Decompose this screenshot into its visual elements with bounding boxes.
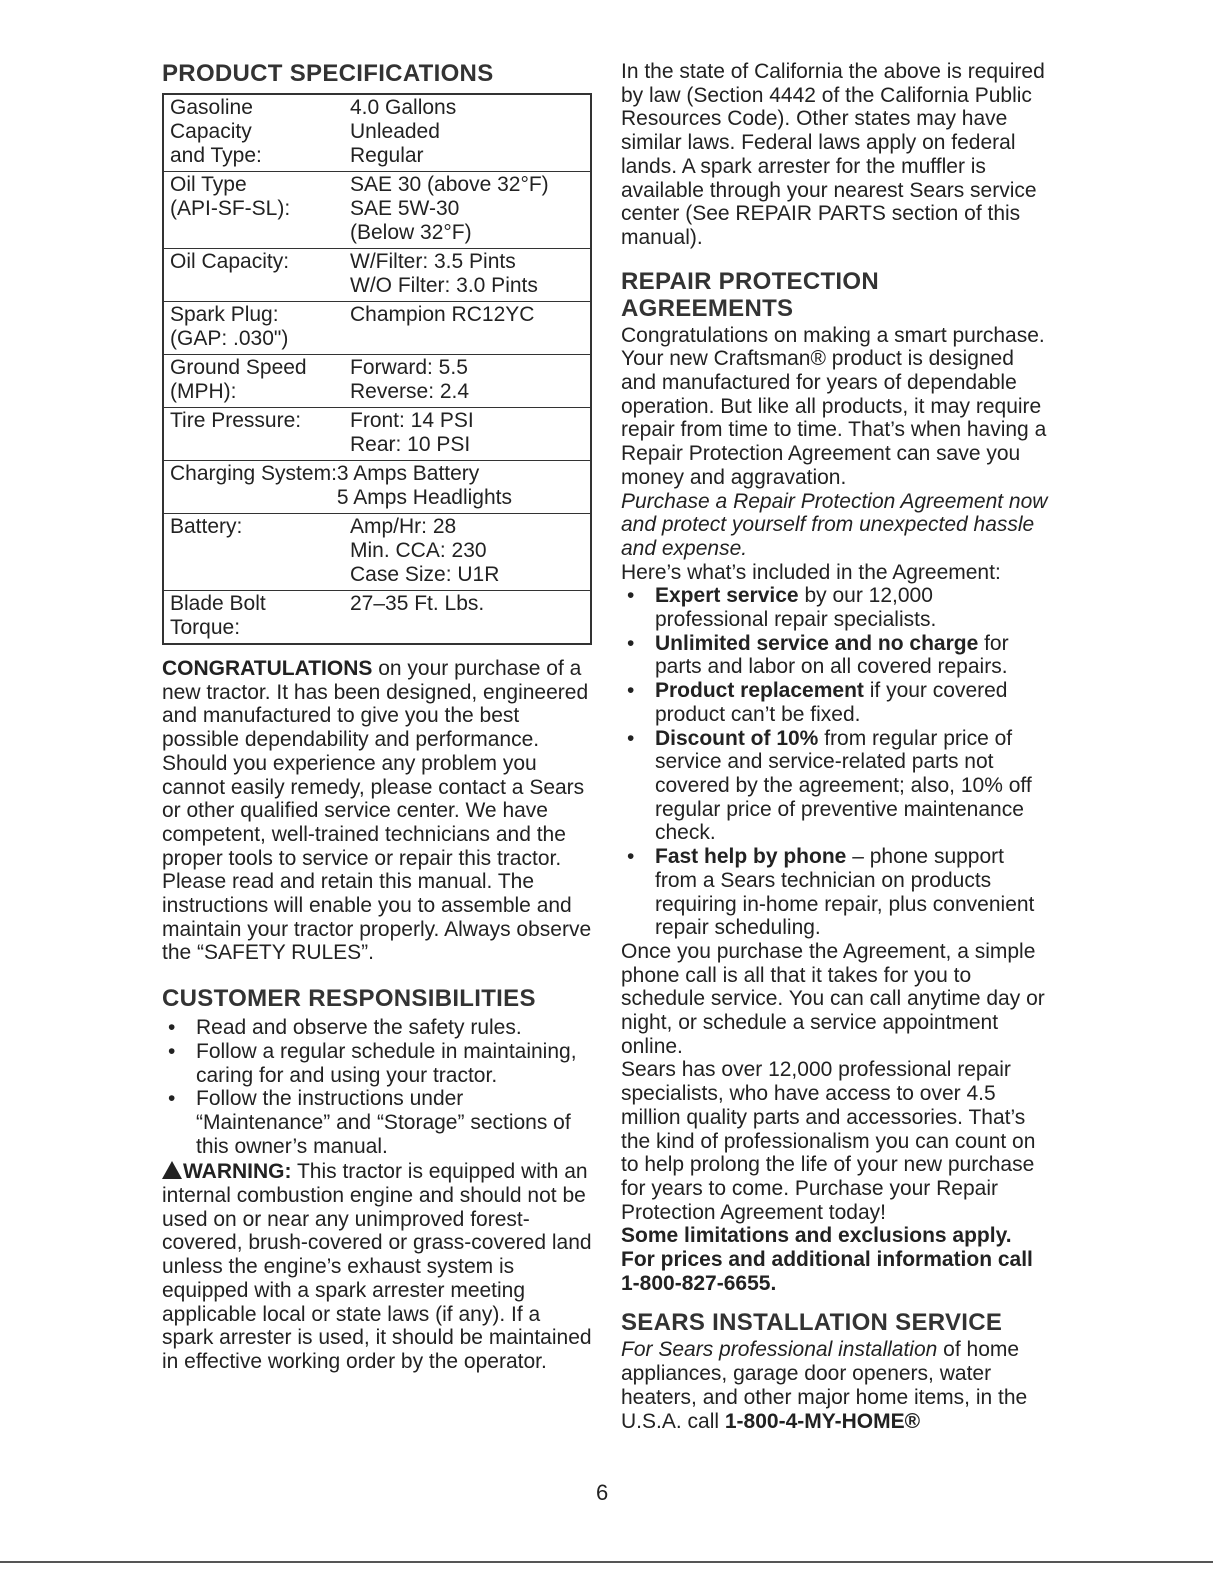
list-item [621, 727, 1051, 846]
spec-value: 4.0 Gallons Unleaded Regular [350, 96, 457, 167]
spec-row [164, 171, 590, 248]
item-text: from regular price of service and service-related parts not covered by the agreement; also, 10% off regular price of preventive maintenance check. [655, 726, 1032, 845]
repair-list [621, 584, 1051, 940]
customer-title: CUSTOMER RESPONSIBILITIES [162, 985, 536, 1013]
spec-value: Amp/Hr: 28 Min. CCA: 230 Case Size: U1R [350, 515, 500, 586]
install-title: SEARS INSTALLATION SERVICE [621, 1309, 1003, 1337]
spec-label: Battery: [170, 515, 243, 538]
bottom-rule [0, 1561, 1213, 1563]
spec-value: 3 Amps Battery 5 Amps Headlights [336, 462, 513, 509]
list-item: • Follow a regular schedule in maintaining, caring for and using your tractor. [162, 1040, 592, 1087]
repair-title: REPAIR PROTECTION AGREEMENTS [621, 267, 880, 322]
item-bold: Fast help by phone [655, 845, 847, 869]
spec-row [164, 590, 590, 643]
spec-value: Front: 14 PSI Rear: 10 PSI [350, 409, 474, 456]
spec-label: Ground Speed (MPH): [170, 356, 307, 403]
list-item: • Read and observe the safety rules. [162, 1016, 592, 1040]
spec-label: Gasoline Capacity and Type: [170, 96, 262, 167]
list-item [621, 584, 1051, 631]
install-italic: For Sears professional installation [621, 1338, 938, 1362]
repair-included: Here’s what’s included in the Agreement: [621, 560, 1001, 584]
problem-paragraph: Should you experience any problem you cannot easily remedy, please contact a Sears or other qualified service center. We have competent, well-trained technicians and the proper tools to service or repair this tractor. [162, 751, 585, 870]
california-paragraph: In the state of California the above is required by law (Section 4442 of the California Public Resources Code). Other states may have similar laws. Federal laws apply on federal lands. A spark arrester for the muffler is available through your nearest Sears service center (See REPAIR PARTS section of this manual). [621, 60, 1045, 249]
once-paragraph: Once you purchase the Agreement, a simple phone call is all that it takes for you to schedule service. You can call anytime day or night, or schedule a service appointment online. [621, 939, 1045, 1058]
spec-value: SAE 30 (above 32°F) SAE 5W-30 (Below 32°F) [350, 173, 549, 244]
spec-value: Champion RC12YC [350, 303, 535, 326]
sears-paragraph: Sears has over 12,000 professional repair specialists, who have access to over 4.5 million quality parts and accessories. That’s the kind of professionalism you can count on to help prolong the life of your new purchase for years to come. Purchase your Repair Protection Agreement today! [621, 1058, 1036, 1224]
warning-label: WARNING: [183, 1160, 292, 1184]
spec-label: Blade Bolt Torque: [170, 592, 266, 639]
spec-row [164, 513, 590, 590]
spec-value: W/Filter: 3.5 Pints W/O Filter: 3.0 Pints [350, 250, 538, 297]
left-column [162, 60, 592, 1374]
item-bold: Unlimited service and no charge [655, 631, 979, 655]
spec-row [164, 407, 590, 460]
retain-paragraph: Please read and retain this manual. The instructions will enable you to assemble and maintain your tractor properly. Always observe the “SAFETY RULES”. [162, 870, 592, 965]
spec-label: Tire Pressure: [170, 409, 302, 432]
spec-value: Forward: 5.5 Reverse: 2.4 [350, 356, 470, 403]
congrats-lead: CONGRATULATIONS [162, 657, 373, 680]
page-number: 6 [596, 1480, 609, 1505]
spec-value: 27–35 Ft. Lbs. [350, 592, 485, 615]
congrats-paragraph [162, 657, 592, 752]
spec-row [164, 248, 590, 301]
install-text: of home appliances, garage door openers, water heaters, and other major home items, in the U.S.A. call [621, 1338, 1028, 1433]
spec-row [164, 301, 590, 354]
install-phone: 1-800-4-MY-HOME® [724, 1409, 921, 1433]
list-item: • Follow the instructions under “Maintenance” and “Storage” sections of this owner’s manual. [162, 1087, 592, 1158]
warning-text: This tractor is equipped with an internal combustion engine and should not be used on or near any unimproved forest-covered, brush-covered or grass-covered land unless the engine’s exhaust system is equipped with a spark arrester meeting applicable local or state laws (if any). If a spark arrester is used, it should be maintained in effective working order by the operator. [162, 1160, 592, 1373]
install-paragraph [621, 1338, 1051, 1433]
repair-intro: Congratulations on making a smart purchase. Your new Craftsman® product is designed and manufactured for years of dependable operation. But like all products, it may require repair from time to time. That’s when having a Repair Protection Agreement can save you money and aggravation. [621, 323, 1047, 489]
list-item [621, 632, 1051, 679]
customer-list [162, 1016, 592, 1158]
item-text: for parts and labor on all covered repairs. [655, 631, 1009, 679]
spec-label: Charging System: [170, 462, 337, 485]
limitations-note: Some limitations and exclusions apply. For prices and additional information call 1-800-827-6655. [621, 1224, 1033, 1295]
spec-label: Oil Capacity: [170, 250, 290, 273]
item-text: by our 12,000 professional repair specialists. [655, 584, 937, 632]
item-bold: Product replacement [655, 679, 864, 703]
congrats-text: on your purchase of a new tractor. It has been designed, engineered and manufactured to give you the best possible dependability and performance. [162, 657, 589, 752]
warning-triangle-icon [162, 1161, 182, 1179]
list-item [621, 679, 1051, 726]
item-bold: Discount of 10% [655, 726, 819, 750]
spec-row [164, 354, 590, 407]
spec-label: Oil Type (API-SF-SL): [170, 173, 291, 220]
specs-title: PRODUCT SPECIFICATIONS [162, 60, 494, 87]
spec-label: Spark Plug: (GAP: .030") [170, 303, 289, 350]
list-item [621, 845, 1051, 940]
spec-row [164, 460, 590, 513]
specs-table [162, 93, 592, 645]
repair-italic: Purchase a Repair Protection Agreement now and protect yourself from unexpected hassle and expense. [621, 489, 1048, 560]
item-bold: Expert service [655, 584, 799, 608]
spec-row [164, 95, 590, 171]
item-text: if your covered product can’t be fixed. [655, 679, 1008, 726]
item-text: – phone support from a Sears technician on products requiring in-home repair, plus convenient repair scheduling. [655, 845, 1035, 940]
right-column [621, 60, 1051, 1433]
warning-paragraph [162, 1160, 592, 1373]
